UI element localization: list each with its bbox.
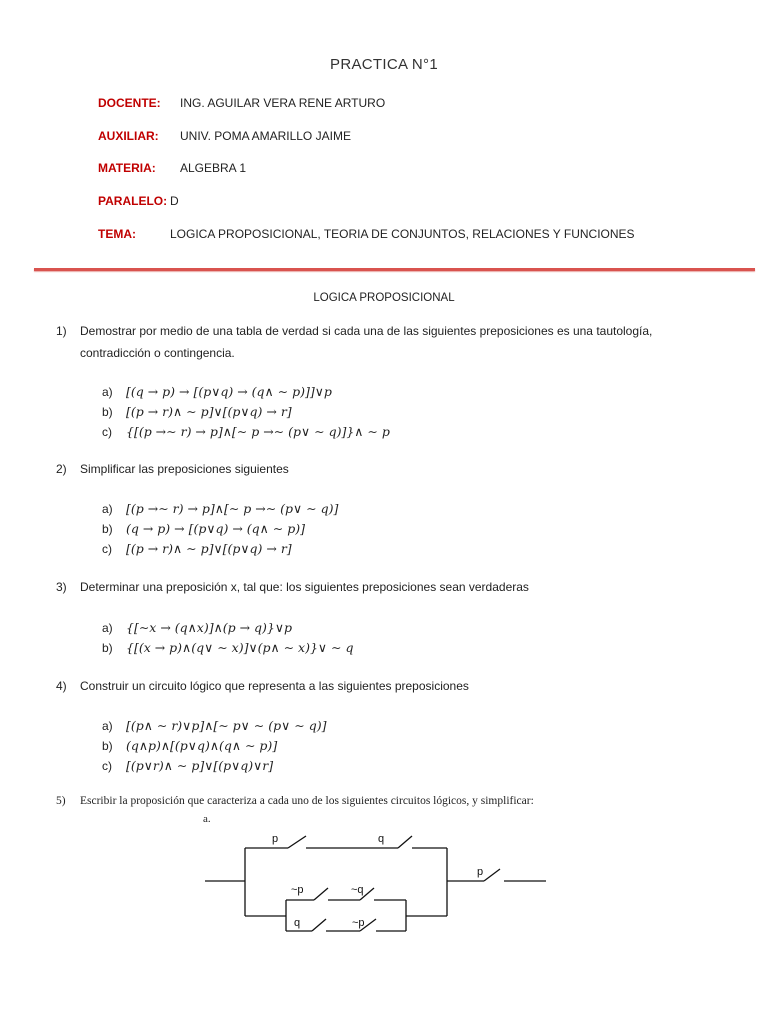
item-letter: a): [102, 719, 113, 733]
item-expression: {[∼x → (q∧x)]∧(p → q)}∨p: [126, 620, 293, 635]
item-expression: (q∧p)∧[(p∨q)∧(q∧ ∼ p)]: [126, 738, 278, 753]
header-value: UNIV. POMA AMARILLO JAIME: [180, 129, 351, 143]
switch-q-bottom: [312, 919, 326, 931]
switch-label: q: [294, 917, 301, 929]
switch-label: ~p: [352, 917, 365, 929]
question-1-continuation: contradicción o contingencia.: [80, 346, 235, 360]
question-number: 2): [56, 462, 67, 476]
item-expression: [(p → r)∧ ∼ p]∨[(p∨q) → r]: [126, 541, 292, 556]
item-letter: c): [102, 759, 112, 773]
item-letter: a): [102, 385, 113, 399]
item-expression: {[(p →∼ r) → p]∧[∼ p →∼ (p∨ ∼ q)]}∧ ∼ p: [126, 424, 390, 439]
switch-label: p: [272, 833, 279, 845]
question-number: 5): [56, 795, 66, 807]
switch-label: ~q: [351, 884, 364, 896]
switch-p-output: [484, 869, 500, 881]
header-label: AUXILIAR:: [98, 129, 159, 143]
header-label: DOCENTE:: [98, 96, 161, 110]
item-expression: [(p∧ ∼ r)∨p]∧[∼ p∨ ∼ (p∨ ∼ q)]: [126, 718, 327, 733]
header-label: MATERIA:: [98, 161, 156, 175]
item-letter: b): [102, 522, 113, 536]
switch-q-top: [398, 836, 412, 848]
question-5-sub-a: a.: [203, 813, 211, 825]
item-expression: [(q → p) → [(p∨q) → (q∧ ∼ p)]]∨p: [126, 384, 332, 399]
header-value: ALGEBRA 1: [180, 161, 247, 175]
item-letter: b): [102, 739, 113, 753]
item-letter: c): [102, 542, 112, 556]
question-text: Determinar una preposición x, tal que: los siguientes preposiciones sean verdaderas: [80, 580, 529, 594]
question-number: 3): [56, 580, 67, 594]
question-number: 4): [56, 679, 67, 693]
switch-label: p: [477, 866, 484, 878]
question-text: Construir un circuito lógico que representa a las siguientes preposiciones: [80, 679, 469, 693]
item-expression: {[(x → p)∧(q∨ ∼ x)]∨(p∧ ∼ x)}∨ ∼ q: [126, 640, 354, 655]
question-number: 1): [56, 324, 67, 338]
switch-p-top: [288, 836, 306, 848]
page-title: PRACTICA N°1: [330, 56, 438, 73]
switch-notp: [314, 888, 328, 900]
question-text: Escribir la proposición que caracteriza a cada uno de los siguientes circuitos lógicos, y simplificar:: [80, 795, 534, 807]
switch-label: q: [378, 833, 385, 845]
item-expression: [(p → r)∧ ∼ p]∨[(p∨q) → r]: [126, 404, 292, 419]
item-expression: [(p∨r)∧ ∼ p]∨[(p∨q)∨r]: [126, 758, 274, 773]
question-text: Demostrar por medio de una tabla de verdad si cada una de las siguientes preposiciones es una tautología,: [80, 324, 653, 338]
item-expression: (q → p) → [(p∨q) → (q∧ ∼ p)]: [126, 521, 306, 536]
item-expression: [(p →∼ r) → p]∧[∼ p →∼ (p∨ ∼ q)]: [126, 501, 339, 516]
header-value: ING. AGUILAR VERA RENE ARTURO: [180, 96, 386, 110]
item-letter: c): [102, 425, 112, 439]
switch-label: ~p: [291, 884, 304, 896]
item-letter: b): [102, 641, 113, 655]
header-label: TEMA:: [98, 227, 136, 241]
item-letter: a): [102, 621, 113, 635]
header-value: LOGICA PROPOSICIONAL, TEORIA DE CONJUNTOS, RELACIONES Y FUNCIONES: [170, 227, 635, 241]
item-letter: a): [102, 502, 113, 516]
header-value: D: [170, 194, 179, 208]
item-letter: b): [102, 405, 113, 419]
section-title: LOGICA PROPOSICIONAL: [313, 292, 455, 304]
header-label: PARALELO:: [98, 194, 168, 208]
question-text: Simplificar las preposiciones siguientes: [80, 462, 289, 476]
